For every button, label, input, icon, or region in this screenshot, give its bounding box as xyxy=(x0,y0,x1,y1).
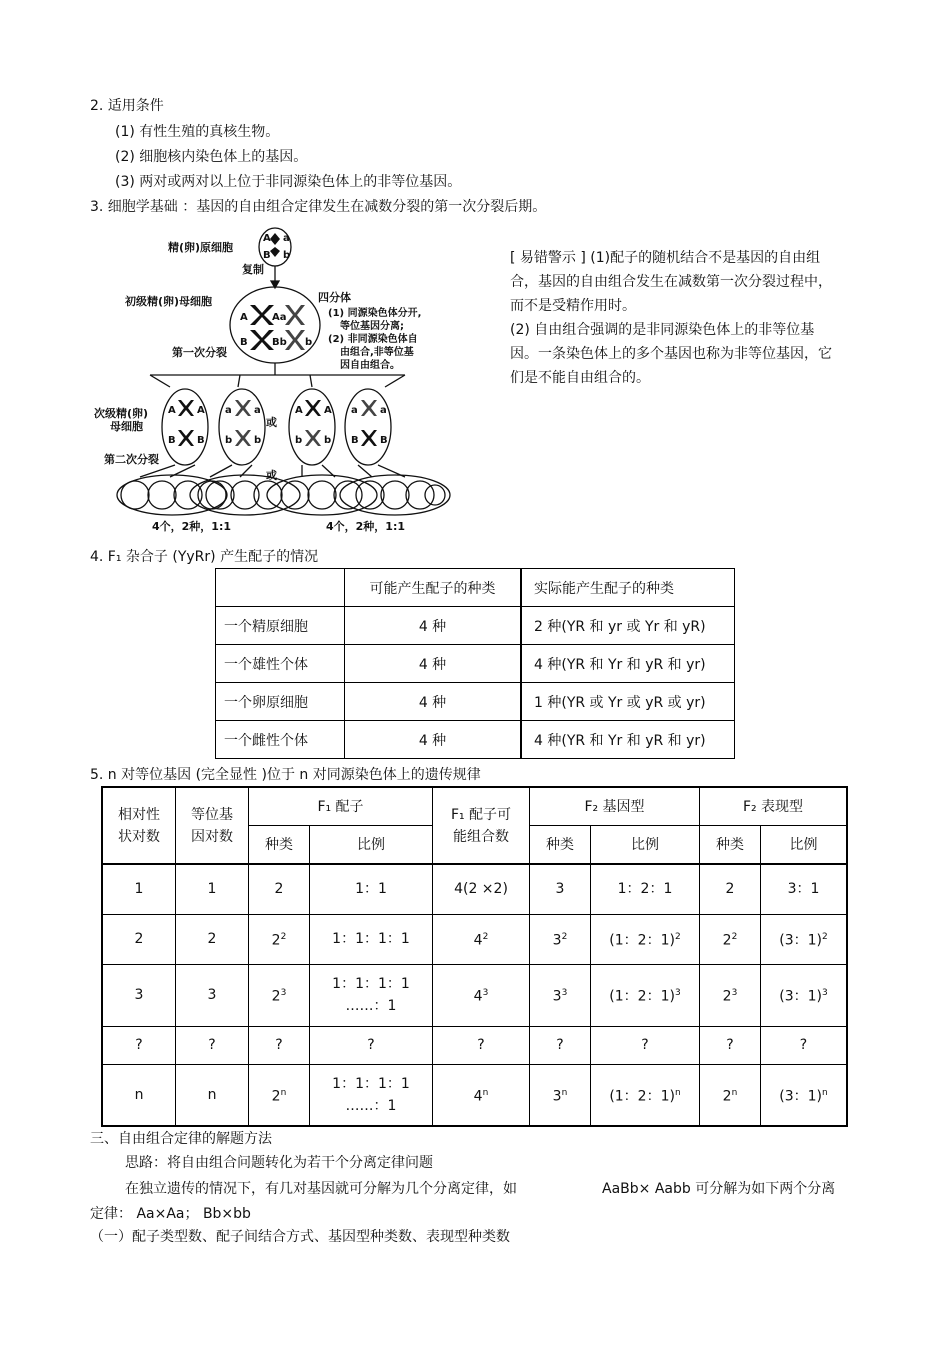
inheritance-table xyxy=(101,786,848,1127)
table-cell: n xyxy=(102,1064,176,1126)
table-cell: 2 xyxy=(102,914,176,964)
table-header-cell: 实际能产生配子的种类 xyxy=(521,569,735,607)
gene-label: b xyxy=(305,337,313,348)
table-cell: ? xyxy=(310,1026,433,1064)
table-cell: $2^3$ xyxy=(700,964,761,1026)
gene-label: a xyxy=(283,233,290,244)
gene-label: B xyxy=(197,435,205,446)
table-cell: 一个卵原细胞 xyxy=(216,683,345,721)
table-cell: ? xyxy=(249,1026,310,1064)
section-5-title: 5. n 对等位基因 (完全显性 )位于 n 对同源染色体上的遗传规律 xyxy=(90,767,481,783)
table-cell: (1：2：1)$^n$ xyxy=(591,1064,700,1126)
gene-label: b xyxy=(324,435,332,446)
table-cell: 4 种 xyxy=(345,683,522,721)
table-header-cell: F₂ 表现型 xyxy=(700,787,848,826)
section-4-title: 4. F₁ 杂合子 (YyRr) 产生配子的情况 xyxy=(90,549,319,565)
table-cell: (3：1)$^2$ xyxy=(761,914,848,964)
table-cell: (1：2：1)$^2$ xyxy=(591,914,700,964)
table-header-cell: 比例 xyxy=(310,826,433,865)
table-cell: ? xyxy=(102,1026,176,1064)
table-cell: 4 种(YR 和 Yr 和 yR 和 yr) xyxy=(521,645,735,683)
gene-label: A xyxy=(324,405,332,416)
warning-paragraph: (2) 自由组合强调的是非同源染色体上的非等位基因。一条染色体上的多个基因也称为非等位基因，它们是不能自由组合的。 xyxy=(510,322,832,386)
table-cell: 1：1：1：1 ……：1 xyxy=(310,964,433,1026)
table-row xyxy=(102,964,847,1026)
table-cell: ? xyxy=(700,1026,761,1064)
table-cell: 3$^n$ xyxy=(530,1064,591,1126)
table-cell: 1：1：1：1 xyxy=(310,914,433,964)
gene-label: A xyxy=(240,312,248,323)
table-cell: 2 xyxy=(176,914,249,964)
table-cell: (3：1)$^n$ xyxy=(761,1064,848,1126)
gene-label: b xyxy=(283,250,291,261)
gene-label: b xyxy=(225,435,233,446)
gene-label: Bb xyxy=(272,337,287,348)
label-note: (2) 非同源染色体自 xyxy=(328,334,418,345)
gene-label: B xyxy=(380,435,388,446)
table-row xyxy=(216,683,735,721)
table-cell: $4^3$ xyxy=(433,964,530,1026)
table-cell: (1：2：1)$^3$ xyxy=(591,964,700,1026)
label-secondary-b: 母细胞 xyxy=(110,420,143,433)
label-primary-cell: 初级精(卵)母细胞 xyxy=(125,295,213,308)
condition-item: (1) 有性生殖的真核生物。 xyxy=(115,124,280,140)
gene-label: a xyxy=(225,405,232,416)
label-second-division: 第二次分裂 xyxy=(104,453,159,466)
label-or: 或 xyxy=(266,416,277,429)
table-cell: 1：1 xyxy=(310,864,433,914)
table-header-cell: 种类 xyxy=(530,826,591,865)
table-cell: 4 种(YR 和 Yr 和 yR 和 yr) xyxy=(521,721,735,759)
section-3-title: 3. 细胞学基础 ：基因的自由组合定律发生在减数分裂的第一次分裂后期。 xyxy=(90,199,547,215)
label-result-right: 4个，2种，1:1 xyxy=(326,520,406,533)
table-header-cell: F₂ 基因型 xyxy=(530,787,700,826)
table-cell: ? xyxy=(433,1026,530,1064)
table-cell: n xyxy=(176,1064,249,1126)
subsection-title: （一）配子类型数、配子间结合方式、基因型种类数、表现型种类数 xyxy=(90,1229,510,1245)
table-header-cell: 比例 xyxy=(761,826,848,865)
table-cell: 4 种 xyxy=(345,721,522,759)
table-cell: 1：1：1：1 ……：1 xyxy=(310,1064,433,1126)
table-cell: 1 xyxy=(102,864,176,914)
table-row xyxy=(102,1064,847,1126)
label-copy: 复制 xyxy=(242,263,264,276)
gene-label: Aa xyxy=(272,312,287,323)
table-row xyxy=(216,721,735,759)
condition-item: (2) 细胞核内染色体上的基因。 xyxy=(115,149,308,165)
table-cell: 3：1 xyxy=(761,864,848,914)
gene-label: B xyxy=(263,250,271,261)
table-cell: 4 种 xyxy=(345,607,522,645)
gene-label: A xyxy=(295,405,303,416)
table-cell: $2^3$ xyxy=(249,964,310,1026)
gene-label: A xyxy=(263,233,271,244)
table-cell: 一个精原细胞 xyxy=(216,607,345,645)
table-header-cell: 比例 xyxy=(591,826,700,865)
table-cell: $2^2$ xyxy=(249,914,310,964)
table-cell: 4(2 ×2) xyxy=(433,864,530,914)
gene-label: B xyxy=(351,435,359,446)
table-cell: 2 种(YR 和 yr 或 Yr 和 yR) xyxy=(521,607,735,645)
condition-item: (3) 两对或两对以上位于非同源染色体上的非等位基因。 xyxy=(115,174,462,190)
label-note: 由组合,非等位基 xyxy=(340,347,414,358)
label-secondary-a: 次级精(卵) xyxy=(94,407,149,420)
table-cell: 4$^n$ xyxy=(433,1064,530,1126)
gamete-table xyxy=(215,568,735,759)
label-primordial-cell: 精(卵)原细胞 xyxy=(168,241,234,254)
table-header-cell: 相对性状对数 xyxy=(102,787,176,864)
gene-label: B xyxy=(240,337,248,348)
table-cell: $3^2$ xyxy=(530,914,591,964)
warning-paragraph: [ 易错警示 ] (1)配子的随机结合不是基因的自由组合，基因的自由组合发生在减数第一次分裂过程中，而不是受精作用时。 xyxy=(510,250,832,314)
table-header-cell xyxy=(216,569,345,607)
table-cell: 1 种(YR 或 Yr 或 yR 或 yr) xyxy=(521,683,735,721)
table-cell: $2^2$ xyxy=(700,914,761,964)
table-header-cell: 种类 xyxy=(700,826,761,865)
table-cell: 2 xyxy=(249,864,310,914)
warning-note xyxy=(510,246,840,390)
table-row xyxy=(102,914,847,964)
label-note: 因自由组合。 xyxy=(340,360,400,371)
gene-label: A xyxy=(168,405,176,416)
table-cell: 3 xyxy=(102,964,176,1026)
label-tetrad: 四分体 xyxy=(318,291,351,304)
table-row xyxy=(216,607,735,645)
method-idea: 思路：将自由组合问题转化为若干个分离定律问题 xyxy=(125,1155,433,1171)
label-note: (1) 同源染色体分开, xyxy=(328,308,422,319)
table-cell: 2 xyxy=(700,864,761,914)
table-header-row xyxy=(102,787,847,826)
table-header-cell: F₁ 配子 xyxy=(249,787,433,826)
table-cell: $4^2$ xyxy=(433,914,530,964)
table-cell: 4 种 xyxy=(345,645,522,683)
table-row xyxy=(102,1026,847,1064)
gene-label: b xyxy=(254,435,262,446)
table-cell: ? xyxy=(591,1026,700,1064)
gene-label: a xyxy=(254,405,261,416)
label-note: 等位基因分离; xyxy=(340,321,404,332)
label-first-division: 第一次分裂 xyxy=(172,346,227,359)
method-paragraph: 定律： Aa×Aa； Bb×bb xyxy=(90,1206,251,1222)
table-cell: ? xyxy=(761,1026,848,1064)
table-header-cell: 种类 xyxy=(249,826,310,865)
gene-label: a xyxy=(380,405,387,416)
table-cell: 1 xyxy=(176,864,249,914)
table-header-cell: F₁ 配子可能组合数 xyxy=(433,787,530,864)
gene-label: A xyxy=(197,405,205,416)
table-cell: 一个雌性个体 xyxy=(216,721,345,759)
table-cell: 3 xyxy=(530,864,591,914)
label-or: 或 xyxy=(266,469,277,482)
table-header-row xyxy=(216,569,735,607)
table-cell: 一个雄性个体 xyxy=(216,645,345,683)
table-cell: ? xyxy=(530,1026,591,1064)
table-cell: ? xyxy=(176,1026,249,1064)
meiosis-diagram xyxy=(90,225,485,545)
table-cell: 2$^n$ xyxy=(700,1064,761,1126)
method-paragraph: AaBb× Aabb 可分解为如下两个分离 xyxy=(602,1181,836,1197)
gene-label: B xyxy=(168,435,176,446)
table-row xyxy=(216,645,735,683)
section-2-title: 2. 适用条件 xyxy=(90,98,164,114)
table-cell: 1：2：1 xyxy=(591,864,700,914)
table-row xyxy=(102,864,847,914)
table-header-cell: 可能产生配子的种类 xyxy=(345,569,522,607)
gene-label: a xyxy=(351,405,358,416)
table-cell: (3：1)$^3$ xyxy=(761,964,848,1026)
table-cell: 3 xyxy=(176,964,249,1026)
table-cell: $3^3$ xyxy=(530,964,591,1026)
table-header-cell: 等位基因对数 xyxy=(176,787,249,864)
section-method-title: 三、自由组合定律的解题方法 xyxy=(90,1131,272,1147)
method-paragraph: 在独立遗传的情况下，有几对基因就可分解为几个分离定律，如 xyxy=(125,1181,517,1197)
label-result-left: 4个，2种，1:1 xyxy=(152,520,232,533)
table-cell: 2$^n$ xyxy=(249,1064,310,1126)
gene-label: b xyxy=(295,435,303,446)
